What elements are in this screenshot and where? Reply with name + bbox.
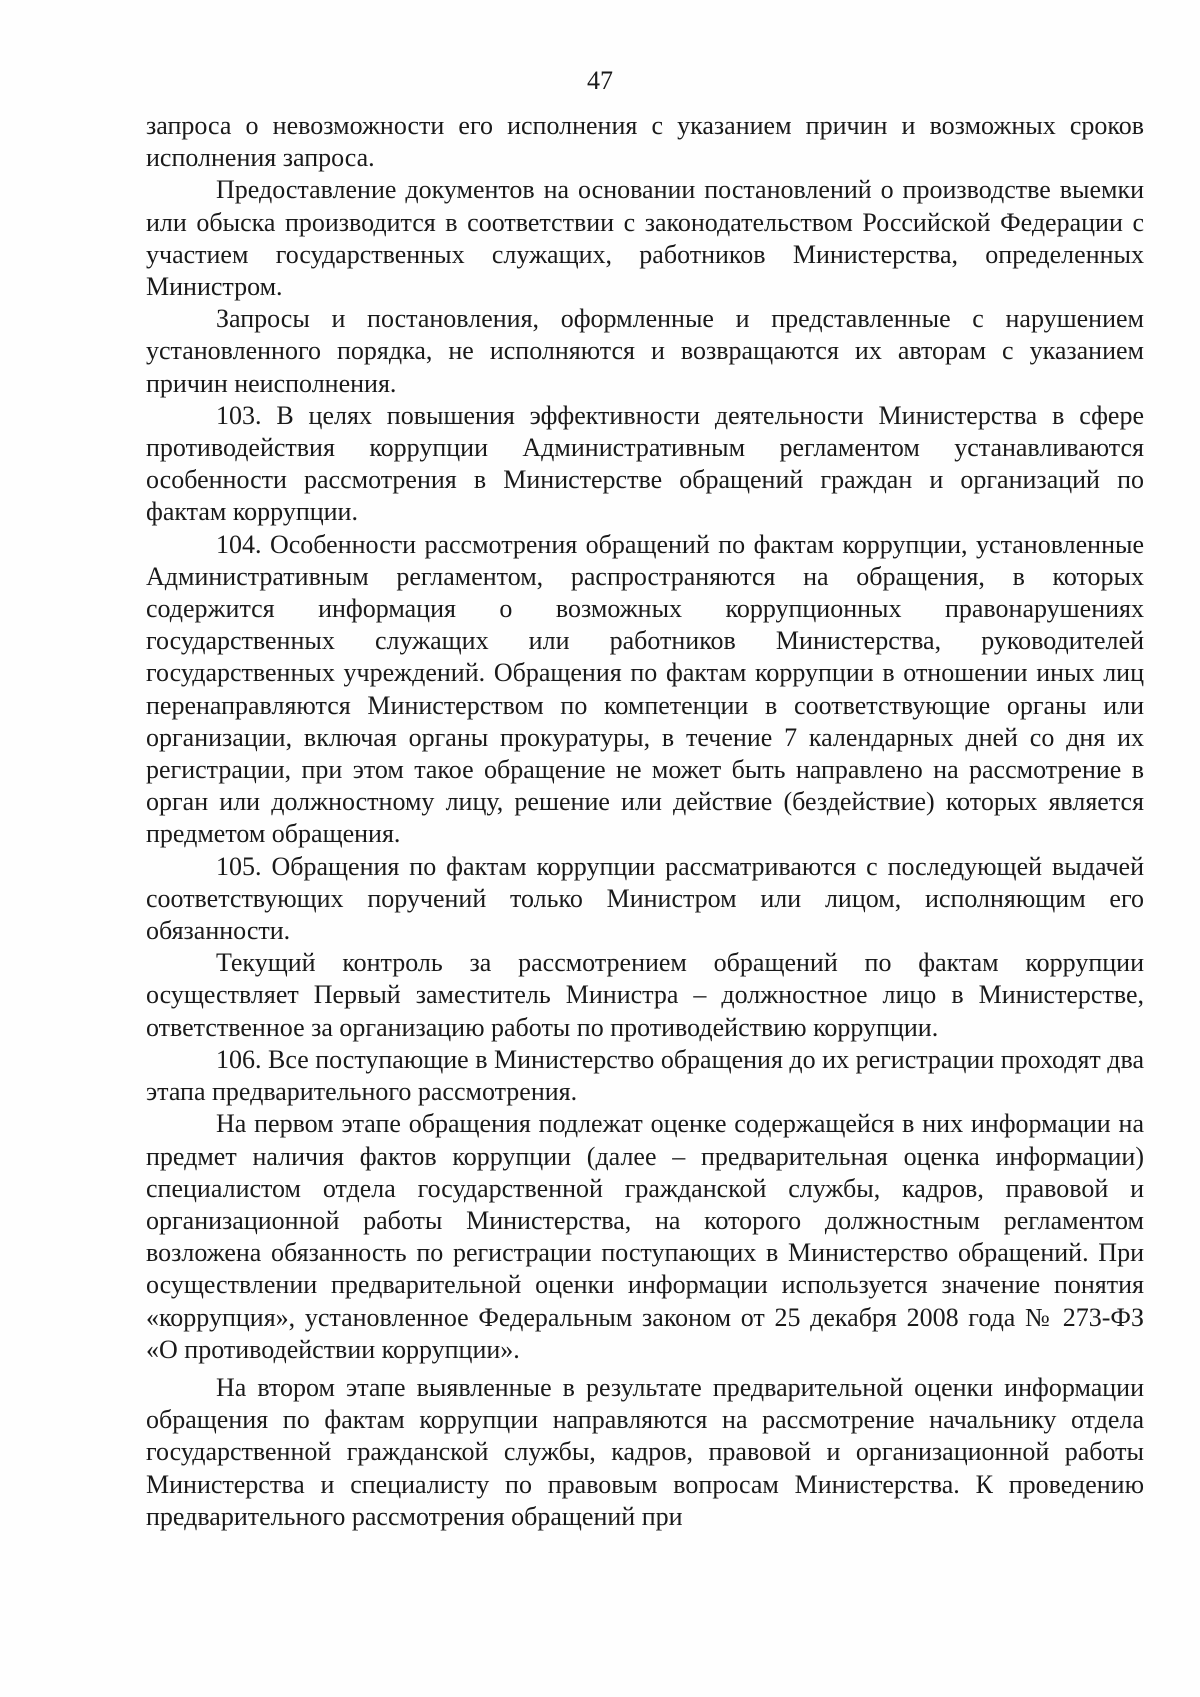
paragraph-documents-provision: Предоставление документов на основании постановлений о производстве выемки или обыска производится в соответствии с законодательством Российской Федерации с участием государственных служащих, работников Министерства, определенных Министром.: [146, 175, 1144, 302]
document-body: [146, 110, 1144, 1533]
page-number: 47: [587, 66, 613, 95]
paragraph-current-control: Текущий контроль за рассмотрением обращений по фактам коррупции осуществляет Первый заместитель Министра – должностное лицо в Министерстве, ответственное за организацию работы по противодействию коррупции.: [146, 948, 1144, 1042]
paragraph-second-stage: На втором этапе выявленные в результате предварительной оценки информации обращения по фактам коррупции направляются на рассмотрение начальнику отдела государственной гражданской службы, кадров, правовой и организационной работы Министерства и специалисту по правовым вопросам Министерства. К проведению предварительного рассмотрения обращений при: [146, 1372, 1144, 1531]
paragraph-first-stage: На первом этапе обращения подлежат оценке содержащейся в них информации на предмет наличия фактов коррупции (далее – предварительная оценка информации) специалистом отдела государственной гражданской службы, кадров, правовой и организационной работы Министерства, на которого должностным регламентом возложена обязанность по регистрации поступающих в Министерство обращений. При осуществлении предварительной оценки информации используется значение понятия «коррупция», установленное Федеральным законом от 25 декабря 2008 года № 273-ФЗ «О противодействии коррупции».: [146, 1109, 1144, 1364]
paragraph-105: 105. Обращения по фактам коррупции рассматриваются с последующей выдачей соответствующих поручений только Министром или лицом, исполняющим его обязанности.: [146, 851, 1144, 946]
paragraph-106: 106. Все поступающие в Министерство обращения до их регистрации проходят два этапа предварительного рассмотрения.: [146, 1044, 1144, 1107]
paragraph-requests-violations: Запросы и постановления, оформленные и представленные с нарушением установленного порядка, не исполняются и возвращаются их авторам с указанием причин неисполнения.: [146, 304, 1144, 398]
paragraph-103: 103. В целях повышения эффективности деятельности Министерства в сфере противодействия коррупции Административным регламентом устанавливаются особенности рассмотрения в Министерстве обращений граждан и организаций по фактам коррупции.: [146, 400, 1144, 527]
paragraph-104: 104. Особенности рассмотрения обращений по фактам коррупции, установленные Административным регламентом, распространяются на обращения, в которых содержится информация о возможных коррупционных правонарушениях государственных служащих или работников Министерства, руководителей государственных учреждений. Обращения по фактам коррупции в отношении иных лиц перенаправляются Министерством по компетенции в соответствующие органы или организации, включая органы прокуратуры, в течение 7 календарных дней со дня их регистрации, при этом такое обращение не может быть направлено на рассмотрение в орган или должностному лицу, решение или действие (бездействие) которых является предметом обращения.: [146, 529, 1144, 849]
paragraph-continuation: запроса о невозможности его исполнения с указанием причин и возможных сроков исполнения запроса.: [146, 111, 1144, 173]
